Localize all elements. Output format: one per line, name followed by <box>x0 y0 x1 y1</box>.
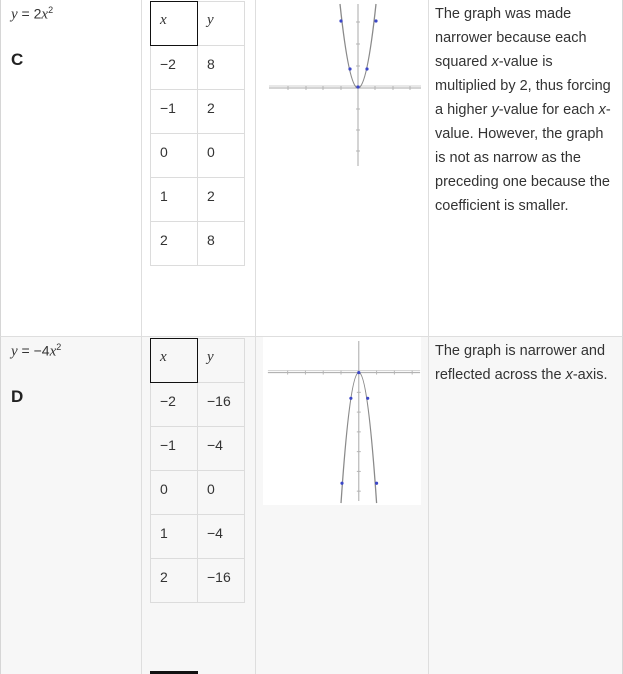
parabola-graph-c <box>263 1 421 169</box>
point <box>349 397 352 400</box>
y-value: 2 <box>198 178 245 222</box>
table-row <box>151 471 245 515</box>
y-value: 2 <box>198 90 245 134</box>
point <box>356 85 359 88</box>
graph-cell <box>255 0 428 336</box>
x-value: −2 <box>151 383 198 427</box>
description-text: The graph was made narrower because each squared x-value is multiplied by 2, thus forcing a higher y-value for each x-value. However, the graph is not as narrow as the preceding one because the coefficient is smaller. <box>435 6 611 214</box>
equation-cell <box>0 0 141 336</box>
point <box>339 19 342 22</box>
row-d <box>0 336 623 674</box>
point <box>348 67 351 70</box>
equation: $y = 2x^2$ <box>11 5 54 23</box>
plotted-points <box>340 371 378 485</box>
row-letter: D <box>11 387 24 406</box>
y-header: y <box>198 2 245 46</box>
equation-cell <box>0 336 141 674</box>
x-value: −1 <box>151 427 198 471</box>
x-header: x <box>151 339 198 383</box>
table-row <box>151 427 245 471</box>
axis-ticks <box>288 371 413 492</box>
parabola-graph-d <box>263 337 421 505</box>
y-value: −4 <box>198 515 245 559</box>
y-value: 8 <box>198 222 245 266</box>
x-value: 0 <box>151 471 198 515</box>
xy-table <box>150 1 245 266</box>
table-header-row <box>151 2 245 46</box>
y-value: −4 <box>198 427 245 471</box>
values-cell <box>141 0 255 336</box>
y-value: −16 <box>198 383 245 427</box>
point <box>365 67 368 70</box>
x-value: 1 <box>151 178 198 222</box>
row-letter: C <box>11 50 24 69</box>
table-row <box>151 134 245 178</box>
table-row <box>151 46 245 90</box>
point <box>375 482 378 485</box>
y-value: 0 <box>198 471 245 515</box>
graph-cell <box>255 336 428 674</box>
description-cell <box>428 336 623 674</box>
point <box>357 371 360 374</box>
table-row <box>151 383 245 427</box>
table-row <box>151 90 245 134</box>
xy-table <box>150 338 245 603</box>
y-header: y <box>198 339 245 383</box>
x-header: x <box>151 2 198 46</box>
table-row <box>151 178 245 222</box>
x-value: 2 <box>151 222 198 266</box>
point <box>374 19 377 22</box>
x-value: 1 <box>151 515 198 559</box>
x-value: −2 <box>151 46 198 90</box>
table-row <box>151 222 245 266</box>
table-row <box>151 515 245 559</box>
y-value: 0 <box>198 134 245 178</box>
x-axis <box>269 86 421 88</box>
values-cell <box>141 336 255 674</box>
row-c <box>0 0 623 336</box>
point <box>340 482 343 485</box>
x-value: 2 <box>151 559 198 603</box>
table-row <box>151 559 245 603</box>
point <box>366 397 369 400</box>
description-cell <box>428 0 623 336</box>
y-value: −16 <box>198 559 245 603</box>
x-value: 0 <box>151 134 198 178</box>
x-axis <box>268 371 420 373</box>
x-value: −1 <box>151 90 198 134</box>
description-text: The graph is narrower and reflected across the x-axis. <box>435 343 608 383</box>
y-value: 8 <box>198 46 245 90</box>
equation: $y = -4x^2$ <box>11 342 62 360</box>
table-header-row <box>151 339 245 383</box>
